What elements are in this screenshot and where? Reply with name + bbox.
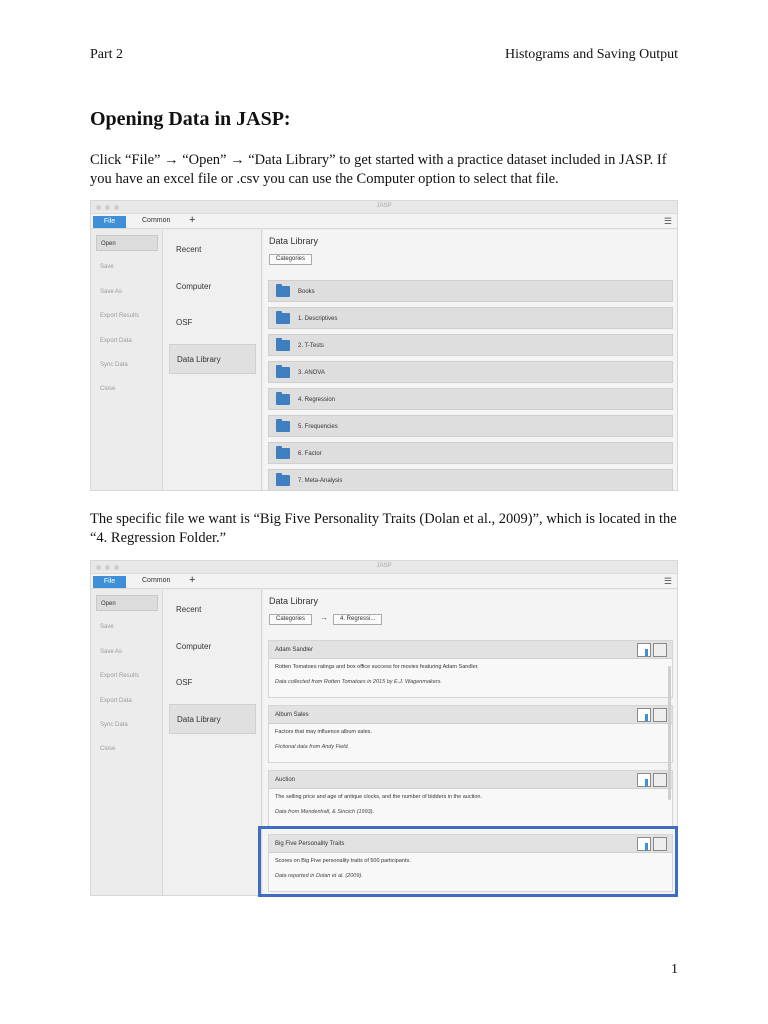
nav-save-as[interactable]: Save As	[100, 649, 123, 655]
library-title: Data Library	[269, 236, 319, 246]
big-five-highlight-box	[258, 826, 678, 897]
open-data-file-icon[interactable]	[653, 643, 667, 657]
breadcrumb-regression[interactable]: 4. Regressi...	[333, 614, 382, 625]
add-module-button[interactable]: +	[189, 214, 196, 226]
tab-file[interactable]: File	[93, 576, 126, 588]
source-column	[163, 230, 262, 490]
source-data-library[interactable]: Data Library	[169, 344, 256, 374]
nav-save-as[interactable]: Save As	[100, 289, 123, 295]
dataset-card-big-five[interactable]: Big Five Personality Traits Scores on Big Five personality traits of 500 participants. Data reported in Dolan et al. (2009).	[268, 834, 673, 892]
folder-icon	[276, 394, 290, 405]
open-jasp-file-icon[interactable]	[637, 643, 651, 657]
nav-close[interactable]: Close	[100, 746, 116, 752]
nav-open[interactable]: Open	[96, 595, 158, 611]
folder-icon	[276, 286, 290, 297]
window-titlebar	[91, 201, 677, 214]
nav-save[interactable]: Save	[100, 624, 114, 630]
ribbon-bar	[91, 214, 677, 229]
source-recent[interactable]: Recent	[176, 245, 202, 254]
tab-common[interactable]: Common	[142, 217, 171, 224]
jasp-screenshot-folders	[90, 200, 678, 491]
file-location-paragraph: The specific file we want is “Big Five Personality Traits (Dolan et al., 2009)”, which is located in the “4. Regression Folder.”	[90, 511, 677, 546]
nav-export-results[interactable]: Export Results	[100, 313, 140, 319]
folder-item[interactable]: 3. ANOVA	[268, 361, 673, 383]
nav-sync-data[interactable]: Sync Data	[100, 722, 128, 728]
nav-close[interactable]: Close	[100, 386, 116, 392]
list-scrollbar[interactable]	[668, 666, 671, 800]
folder-item[interactable]: 4. Regression	[268, 388, 673, 410]
source-column	[163, 590, 262, 895]
instruction-paragraph: Click “File” → “Open” → “Data Library” to get started with a practice dataset included in JASP. If you have an excel file or .csv you can use the Computer option to select that file.	[90, 152, 667, 187]
file-menu-column	[91, 590, 163, 895]
source-osf[interactable]: OSF	[176, 318, 193, 327]
folder-item[interactable]: 2. T-Tests	[268, 334, 673, 356]
folder-item[interactable]: 5. Frequencies	[268, 415, 673, 437]
folder-item[interactable]: 1. Descriptives	[268, 307, 673, 329]
open-data-file-icon[interactable]	[653, 773, 667, 787]
running-header-left: Part 2	[90, 47, 124, 62]
source-osf[interactable]: OSF	[176, 678, 193, 687]
folder-icon	[276, 367, 290, 378]
breadcrumb-arrow-icon: →	[320, 613, 328, 622]
nav-sync-data[interactable]: Sync Data	[100, 362, 128, 368]
source-data-library[interactable]: Data Library	[169, 704, 256, 734]
library-title: Data Library	[269, 596, 319, 606]
file-menu-column	[91, 230, 163, 490]
nav-export-data[interactable]: Export Data	[100, 338, 132, 344]
window-title: JASP	[376, 203, 392, 209]
ribbon-bar	[91, 574, 677, 589]
tab-common[interactable]: Common	[142, 577, 171, 584]
open-data-file-icon[interactable]	[653, 708, 667, 722]
tab-file[interactable]: File	[93, 216, 126, 228]
breadcrumb-categories[interactable]: Categories	[269, 254, 312, 265]
page-number: 1	[671, 962, 678, 977]
section-heading: Opening Data in JASP:	[90, 108, 291, 130]
library-panel	[263, 230, 677, 490]
breadcrumb-categories[interactable]: Categories	[269, 614, 312, 625]
folder-icon	[276, 448, 290, 459]
hamburger-menu-icon[interactable]: ☰	[663, 216, 672, 226]
folder-icon	[276, 475, 290, 486]
folder-icon	[276, 313, 290, 324]
source-recent[interactable]: Recent	[176, 605, 202, 614]
folder-item[interactable]: Books	[268, 280, 673, 302]
nav-open[interactable]: Open	[96, 235, 158, 251]
hamburger-menu-icon[interactable]: ☰	[663, 576, 672, 586]
dataset-card-auction[interactable]: Auction The selling price and age of antique clocks, and the number of bidders in the auction. Data from Mendenhall, & Sincich (1993).	[268, 770, 673, 828]
source-computer[interactable]: Computer	[176, 282, 212, 291]
add-module-button[interactable]: +	[189, 574, 196, 586]
source-computer[interactable]: Computer	[176, 642, 212, 651]
open-jasp-file-icon[interactable]	[637, 708, 651, 722]
nav-export-data[interactable]: Export Data	[100, 698, 132, 704]
folder-icon	[276, 340, 290, 351]
folder-icon	[276, 421, 290, 432]
window-title: JASP	[376, 563, 392, 569]
nav-save[interactable]: Save	[100, 264, 114, 270]
running-header-right: Histograms and Saving Output	[504, 47, 678, 62]
folder-item[interactable]: 7. Meta-Analysis	[268, 469, 673, 491]
dataset-card-adam-sandler[interactable]: Adam Sandler Rotten Tomatoes ratings and box office success for movies featuring Adam Sandler. Data collected from Rotten Tomatoes in 2015 by E.J. Wagenmakers.	[268, 640, 673, 698]
open-jasp-file-icon[interactable]	[637, 773, 651, 787]
dataset-card-album-sales[interactable]: Album Sales Factors that may influence album sales. Fictional data from Andy Field.	[268, 705, 673, 763]
nav-export-results[interactable]: Export Results	[100, 673, 140, 679]
window-titlebar	[91, 561, 677, 574]
folder-item[interactable]: 6. Factor	[268, 442, 673, 464]
